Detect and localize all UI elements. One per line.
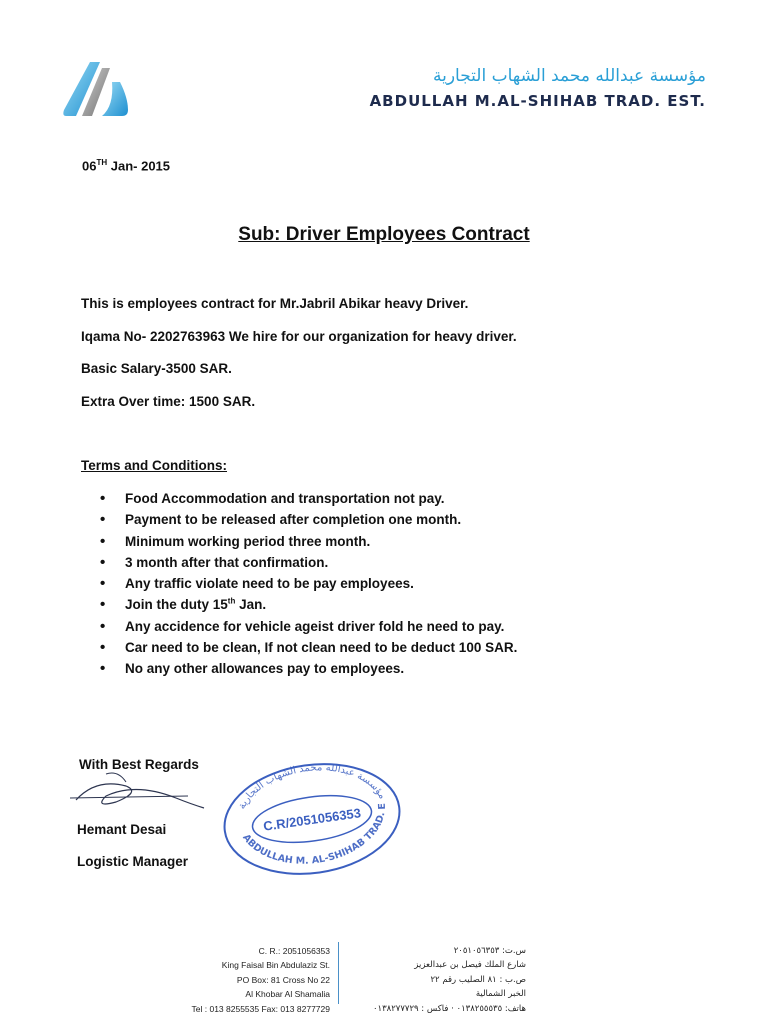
footer-cr: C. R.: 2051056353 xyxy=(258,946,330,956)
company-name-english: ABDULLAH M.AL-SHIHAB TRAD. EST. xyxy=(369,92,706,110)
term-item: • Any traffic violate need to be pay employees. xyxy=(100,573,660,594)
date-day: 06 xyxy=(82,158,97,174)
term-item-join-date xyxy=(100,594,660,615)
footer-pobox: PO Box: 81 Cross No 22 xyxy=(236,974,330,985)
company-name-arabic: مؤسسة عبدالله محمد الشهاب التجارية xyxy=(432,66,706,86)
contract-intro-line: This is employees contract for Mr.Jabril Abikar heavy Driver. xyxy=(81,296,469,311)
footer-phone: Tel : 013 8255535 Fax: 013 8277729 xyxy=(191,1003,330,1014)
signer-name: Hemant Desai xyxy=(77,822,167,837)
date-rest: Jan- 2015 xyxy=(107,158,171,174)
letter-date xyxy=(82,158,170,173)
term-item: • Car need to be clean, If not clean need to be deduct 100 SAR. xyxy=(100,637,660,658)
term-item: • 3 month after that confirmation. xyxy=(100,552,660,573)
stamp-cr-number: C.R/2051056353 xyxy=(262,805,362,834)
term-item: • Minimum working period three month. xyxy=(100,531,660,552)
footer-english xyxy=(150,944,330,1016)
basic-salary-line: Basic Salary-3500 SAR. xyxy=(81,361,232,376)
join-date-suffix: th xyxy=(227,596,236,606)
stamp-ring-arabic: مؤسسة عبدالله محمد الشهاب التجارية xyxy=(236,762,388,812)
footer-divider xyxy=(338,942,339,1004)
footer-city: Al Khobar Al Shamalia xyxy=(245,989,330,1000)
footer-phone-ar: هاتف: ٠١٣٨٢٥٥٥٣٥ · فاكس : ٠١٣٨٢٧٧٧٢٩ xyxy=(372,1003,526,1014)
term-item: • Payment to be released after completion one month. xyxy=(100,509,660,530)
date-suffix: TH xyxy=(96,158,108,167)
iqama-line: Iqama No- 2202763963 We hire for our organization for heavy driver. xyxy=(81,329,517,344)
stamp-ring-english: ABDULLAH M. AL-SHIHAB TRAD. EST. xyxy=(240,802,388,867)
footer-street: King Faisal Bin Abdulaziz St. xyxy=(221,960,330,971)
company-stamp xyxy=(218,760,406,878)
terms-list xyxy=(100,488,660,680)
footer-pobox-ar: ص.ب : ٨١ الصليب رقم ٢٢ xyxy=(430,974,526,985)
closing-regards: With Best Regards xyxy=(79,757,199,772)
footer-street-ar: شارع الملك فيصل بن عبدالعزيز xyxy=(414,960,526,971)
signer-title: Logistic Manager xyxy=(77,854,189,869)
overtime-line: Extra Over time: 1500 SAR. xyxy=(81,394,256,409)
terms-heading: Terms and Conditions: xyxy=(81,458,228,473)
footer-cr-ar: س.ت: ٢٠٥١٠٥٦٣٥٣ xyxy=(453,946,526,956)
join-date-month: Jan. xyxy=(235,597,267,613)
handwritten-signature xyxy=(66,768,216,818)
footer-city-ar: الخبر الشمالية xyxy=(475,989,526,1000)
footer-arabic xyxy=(346,944,526,1016)
term-item: • Food Accommodation and transportation not pay. xyxy=(100,488,660,509)
company-logo-icon xyxy=(62,60,132,118)
term-item: • Any accidence for vehicle ageist driver fold he need to pay. xyxy=(100,616,660,637)
join-date-text: Join the duty 15 xyxy=(125,597,228,613)
letter-subject: Sub: Driver Employees Contract xyxy=(238,224,530,245)
term-item: • No any other allowances pay to employees. xyxy=(100,658,660,679)
